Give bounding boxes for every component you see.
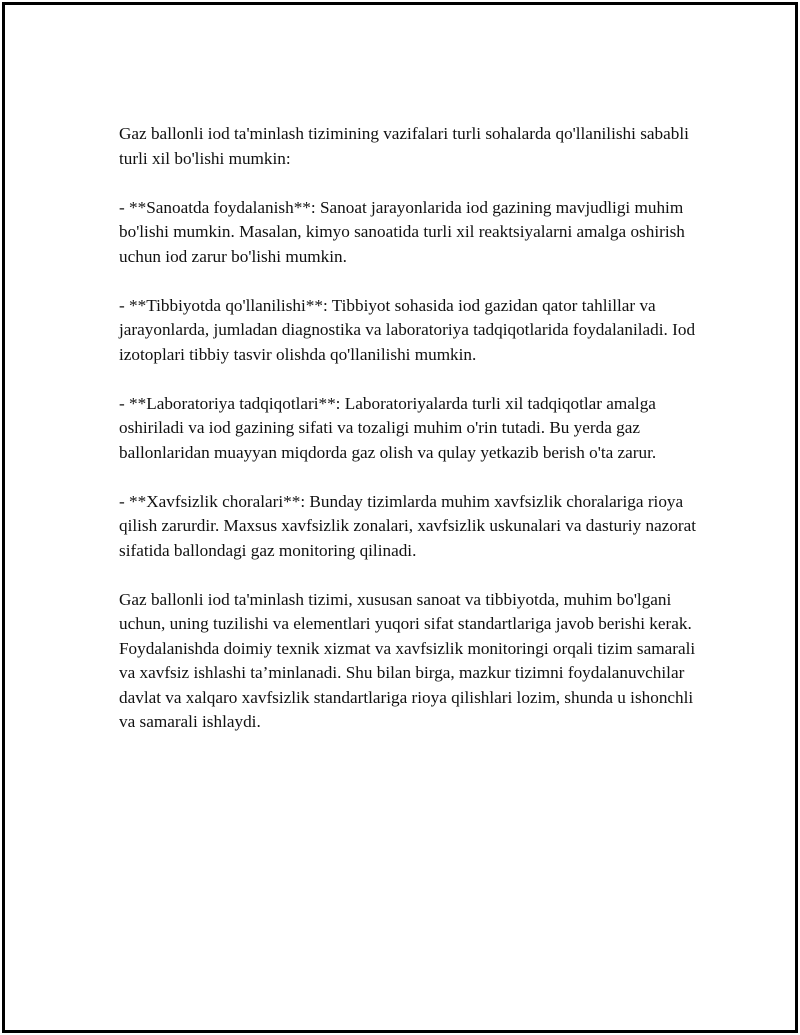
- document-body: [119, 122, 709, 735]
- list-item-laboratory: - **Laboratoriya tadqiqotlari**: Laboratoriyalarda turli xil tadqiqotlar amalga oshiriladi va iod gazining sifati va tozaligi muhim o'rin tutadi. Bu yerda gaz ballonlaridan muayyan miqdorda gaz olish va qulay yetkazib berish o'ta zarur.: [119, 393, 661, 462]
- conclusion-paragraph: Gaz ballonli iod ta'minlash tizimi, xususan sanoat va tibbiyotda, muhim bo'lgani uchun, uning tuzilishi va elementlari yuqori sifat standartlariga javob berishi kerak. Foydalanishda doimiy texnik xizmat va xavfsizlik monitoringi orqali tizim samarali va xavfsiz ishlashi ta’minlanadi. Shu bilan birga, mazkur tizimni foydalanuvchilar davlat va xalqaro xavfsizlik standartlariga rioya qilishlari lozim, shunda u ishonchli va samarali ishlaydi.: [119, 589, 700, 731]
- intro-paragraph: Gaz ballonli iod ta'minlash tizimining vazifalari turli sohalarda qo'llanilishi sababli turli xil bo'lishi mumkin:: [119, 124, 694, 168]
- list-item-safety: - **Xavfsizlik choralari**: Bunday tizimlarda muhim xavfsizlik choralariga rioya qilish zarurdir. Maxsus xavfsizlik zonalari, xavfsizlik uskunalari va dasturiy nazorat sifatida ballondagi gaz monitoring qilinadi.: [119, 491, 701, 560]
- page-frame: [2, 2, 798, 1033]
- list-item-industry: - **Sanoatda foydalanish**: Sanoat jarayonlarida iod gazining mavjudligi muhim bo'lishi mumkin. Masalan, kimyo sanoatida turli xil reaktsiyalarni amalga oshirish uchun iod zarur bo'lishi mumkin.: [119, 197, 690, 266]
- list-item-medicine: - **Tibbiyotda qo'llanilishi**: Tibbiyot sohasida iod gazidan qator tahlillar va jarayonlarda, jumladan diagnostika va laboratoriya tadqiqotlarida foydalaniladi. Iod izotoplari tibbiy tasvir olishda qo'llanilishi mumkin.: [119, 295, 700, 364]
